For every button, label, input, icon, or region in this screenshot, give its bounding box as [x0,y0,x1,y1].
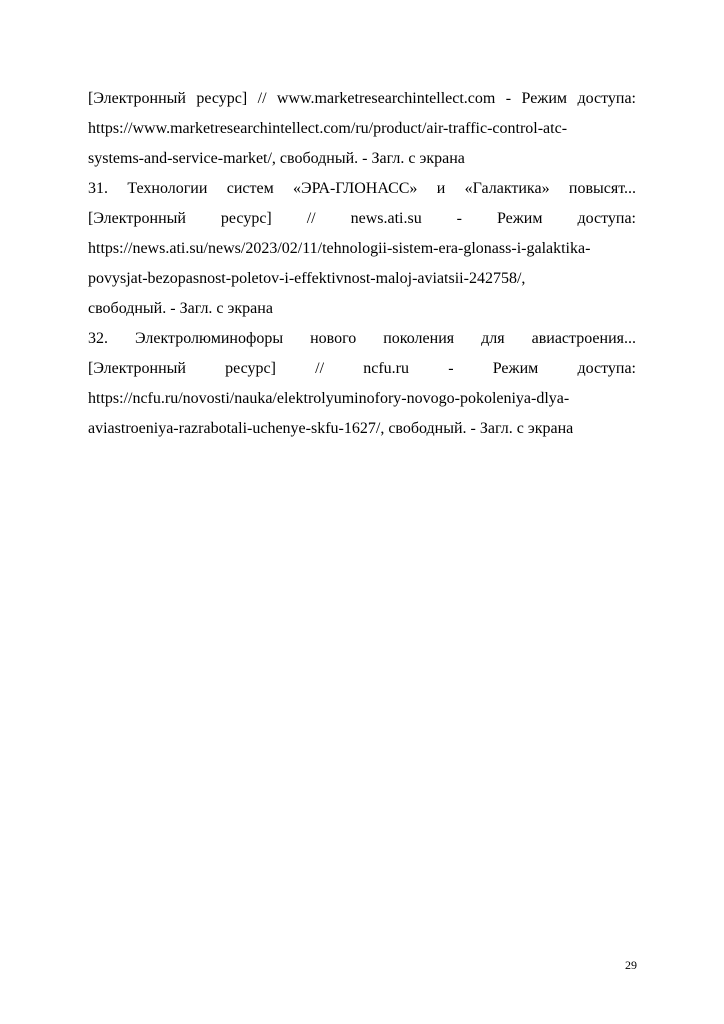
reference-line: свободный. - Загл. с экрана [88,300,273,317]
reference-link: https://news.ati.su/news/2023/02/11/tehnologii-sistem-era-glonass-i-galaktika- [88,240,591,257]
reference-32-title: 32. Электролюминофоры нового поколения для авиастроения... [88,330,636,347]
reference-line: [Электронный ресурс] // news.ati.su - Режим доступа: [88,210,636,227]
reference-link: https://ncfu.ru/novosti/nauka/elektrolyuminofory-novogo-pokoleniya-dlya- [88,390,570,407]
reference-line: aviastroeniya-razrabotali-uchenye-skfu-1627/, свободный. - Загл. с экрана [88,420,574,437]
reference-line: systems-and-service-market/, свободный. - Загл. с экрана [88,150,465,167]
reference-line: [Электронный ресурс] // ncfu.ru - Режим доступа: [88,360,636,377]
reference-link: povysjat-bezopasnost-poletov-i-effektivnost-maloj-aviatsii-242758/, [88,270,526,287]
page-number: 29 [625,958,637,972]
reference-line: [Электронный ресурс] // www.marketresearchintellect.com - Режим доступа: [88,90,636,107]
reference-line: https://www.marketresearchintellect.com/ru/product/air-traffic-control-atc- [88,120,568,137]
reference-31-title: 31. Технологии систем «ЭРА-ГЛОНАСС» и «Галактика» повысят... [88,180,636,197]
references-list [88,84,636,444]
